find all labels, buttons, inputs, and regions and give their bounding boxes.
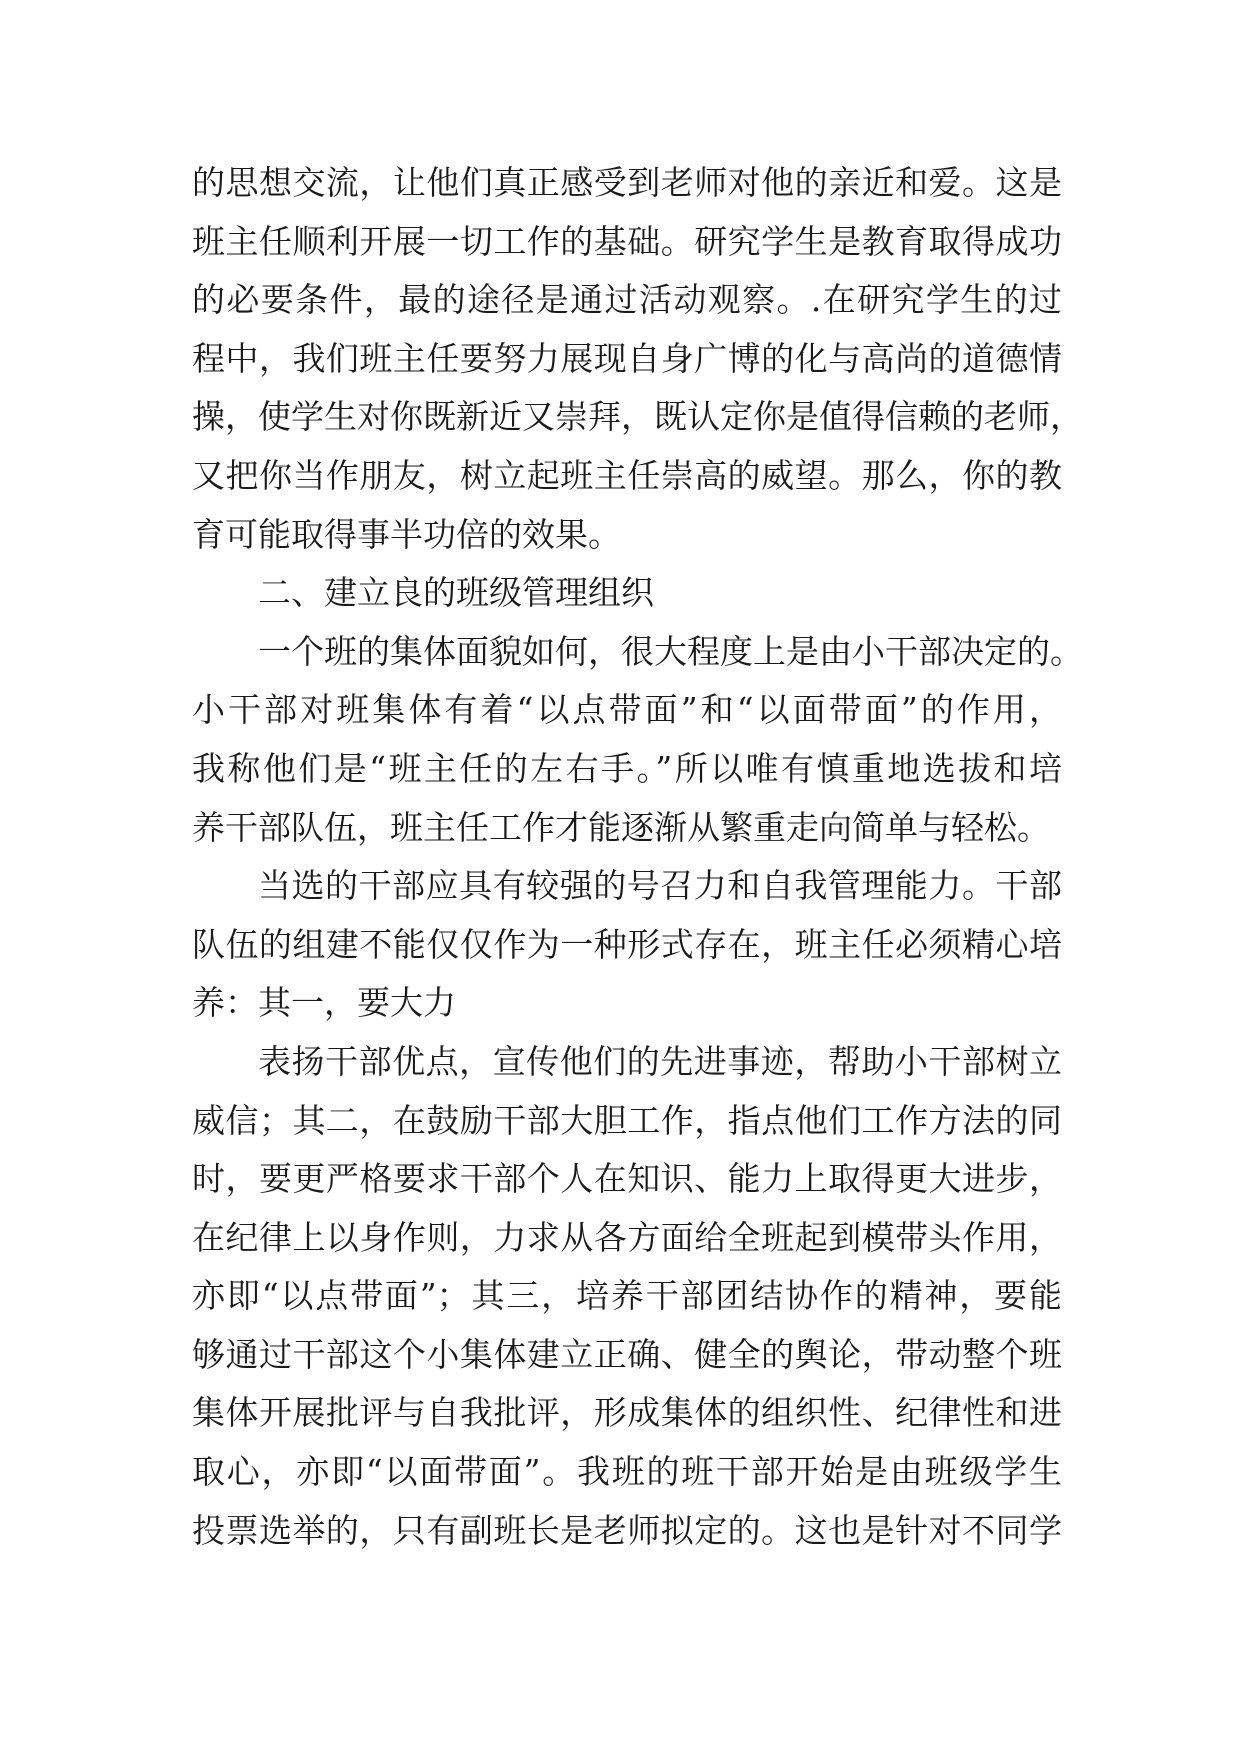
- text-line: 操，使学生对你既新近又崇拜，既认定你是值得信赖的老师，: [192, 397, 1083, 437]
- section-heading: 二、建立良的班级管理组织: [258, 573, 654, 613]
- text-line: 集体开展批评与自我批评，形成集体的组织性、纪律性和进: [192, 1393, 1062, 1433]
- text-line: 的思想交流，让他们真正感受到老师对他的亲近和爱。这是: [192, 163, 1062, 202]
- text-line: 威信；其二，在鼓励干部大胆工作，指点他们工作方法的同: [192, 1100, 1062, 1140]
- text-line: 取心，亦即“以面带面”。我班的班干部开始是由班级学生: [192, 1452, 1062, 1492]
- text-line: 小干部对班集体有着“以点带面”和“以面带面”的作用，: [192, 690, 1062, 730]
- text-line: 队伍的组建不能仅仅作为一种形式存在，班主任必须精心培: [192, 924, 1062, 964]
- text-line: 亦即“以点带面”；其三，培养干部团结协作的精神，要能: [192, 1276, 1062, 1316]
- text-line: 表扬干部优点，宣传他们的先进事迹，帮助小干部树立: [258, 1041, 1062, 1081]
- text-line: 够通过干部这个小集体建立正确、健全的舆论，带动整个班: [192, 1334, 1062, 1374]
- text-line: 的必要条件，最的途径是通过活动观察。.在研究学生的过: [192, 280, 1062, 320]
- text-line: 投票选举的，只有副班长是老师拟定的。这也是针对不同学: [192, 1510, 1062, 1550]
- document-body: [192, 154, 1083, 1560]
- text-line: 程中，我们班主任要努力展现自身广博的化与高尚的道德情: [192, 338, 1062, 378]
- text-line: 又把你当作朋友，树立起班主任崇高的威望。那么，你的教: [192, 455, 1062, 495]
- text-line: 班主任顺利开展一切工作的基础。研究学生是教育取得成功: [192, 221, 1062, 261]
- text-line: 时，要更严格要求干部个人在知识、能力上取得更大进步，: [192, 1159, 1062, 1199]
- text-line: 我称他们是“班主任的左右手。”所以唯有慎重地选拔和培: [192, 748, 1062, 788]
- text-line: 养：其一，要大力: [192, 983, 456, 1023]
- text-line: 养干部队伍，班主任工作才能逐渐从繁重走向简单与轻松。: [192, 807, 1050, 847]
- text-line: 当选的干部应具有较强的号召力和自我管理能力。干部: [258, 866, 1062, 906]
- text-line: 在纪律上以身作则，力求从各方面给全班起到模带头作用，: [192, 1217, 1062, 1257]
- text-line: 育可能取得事半功倍的效果。: [192, 514, 621, 554]
- text-line: 一个班的集体面貌如何，很大程度上是由小干部决定的。: [258, 631, 1083, 671]
